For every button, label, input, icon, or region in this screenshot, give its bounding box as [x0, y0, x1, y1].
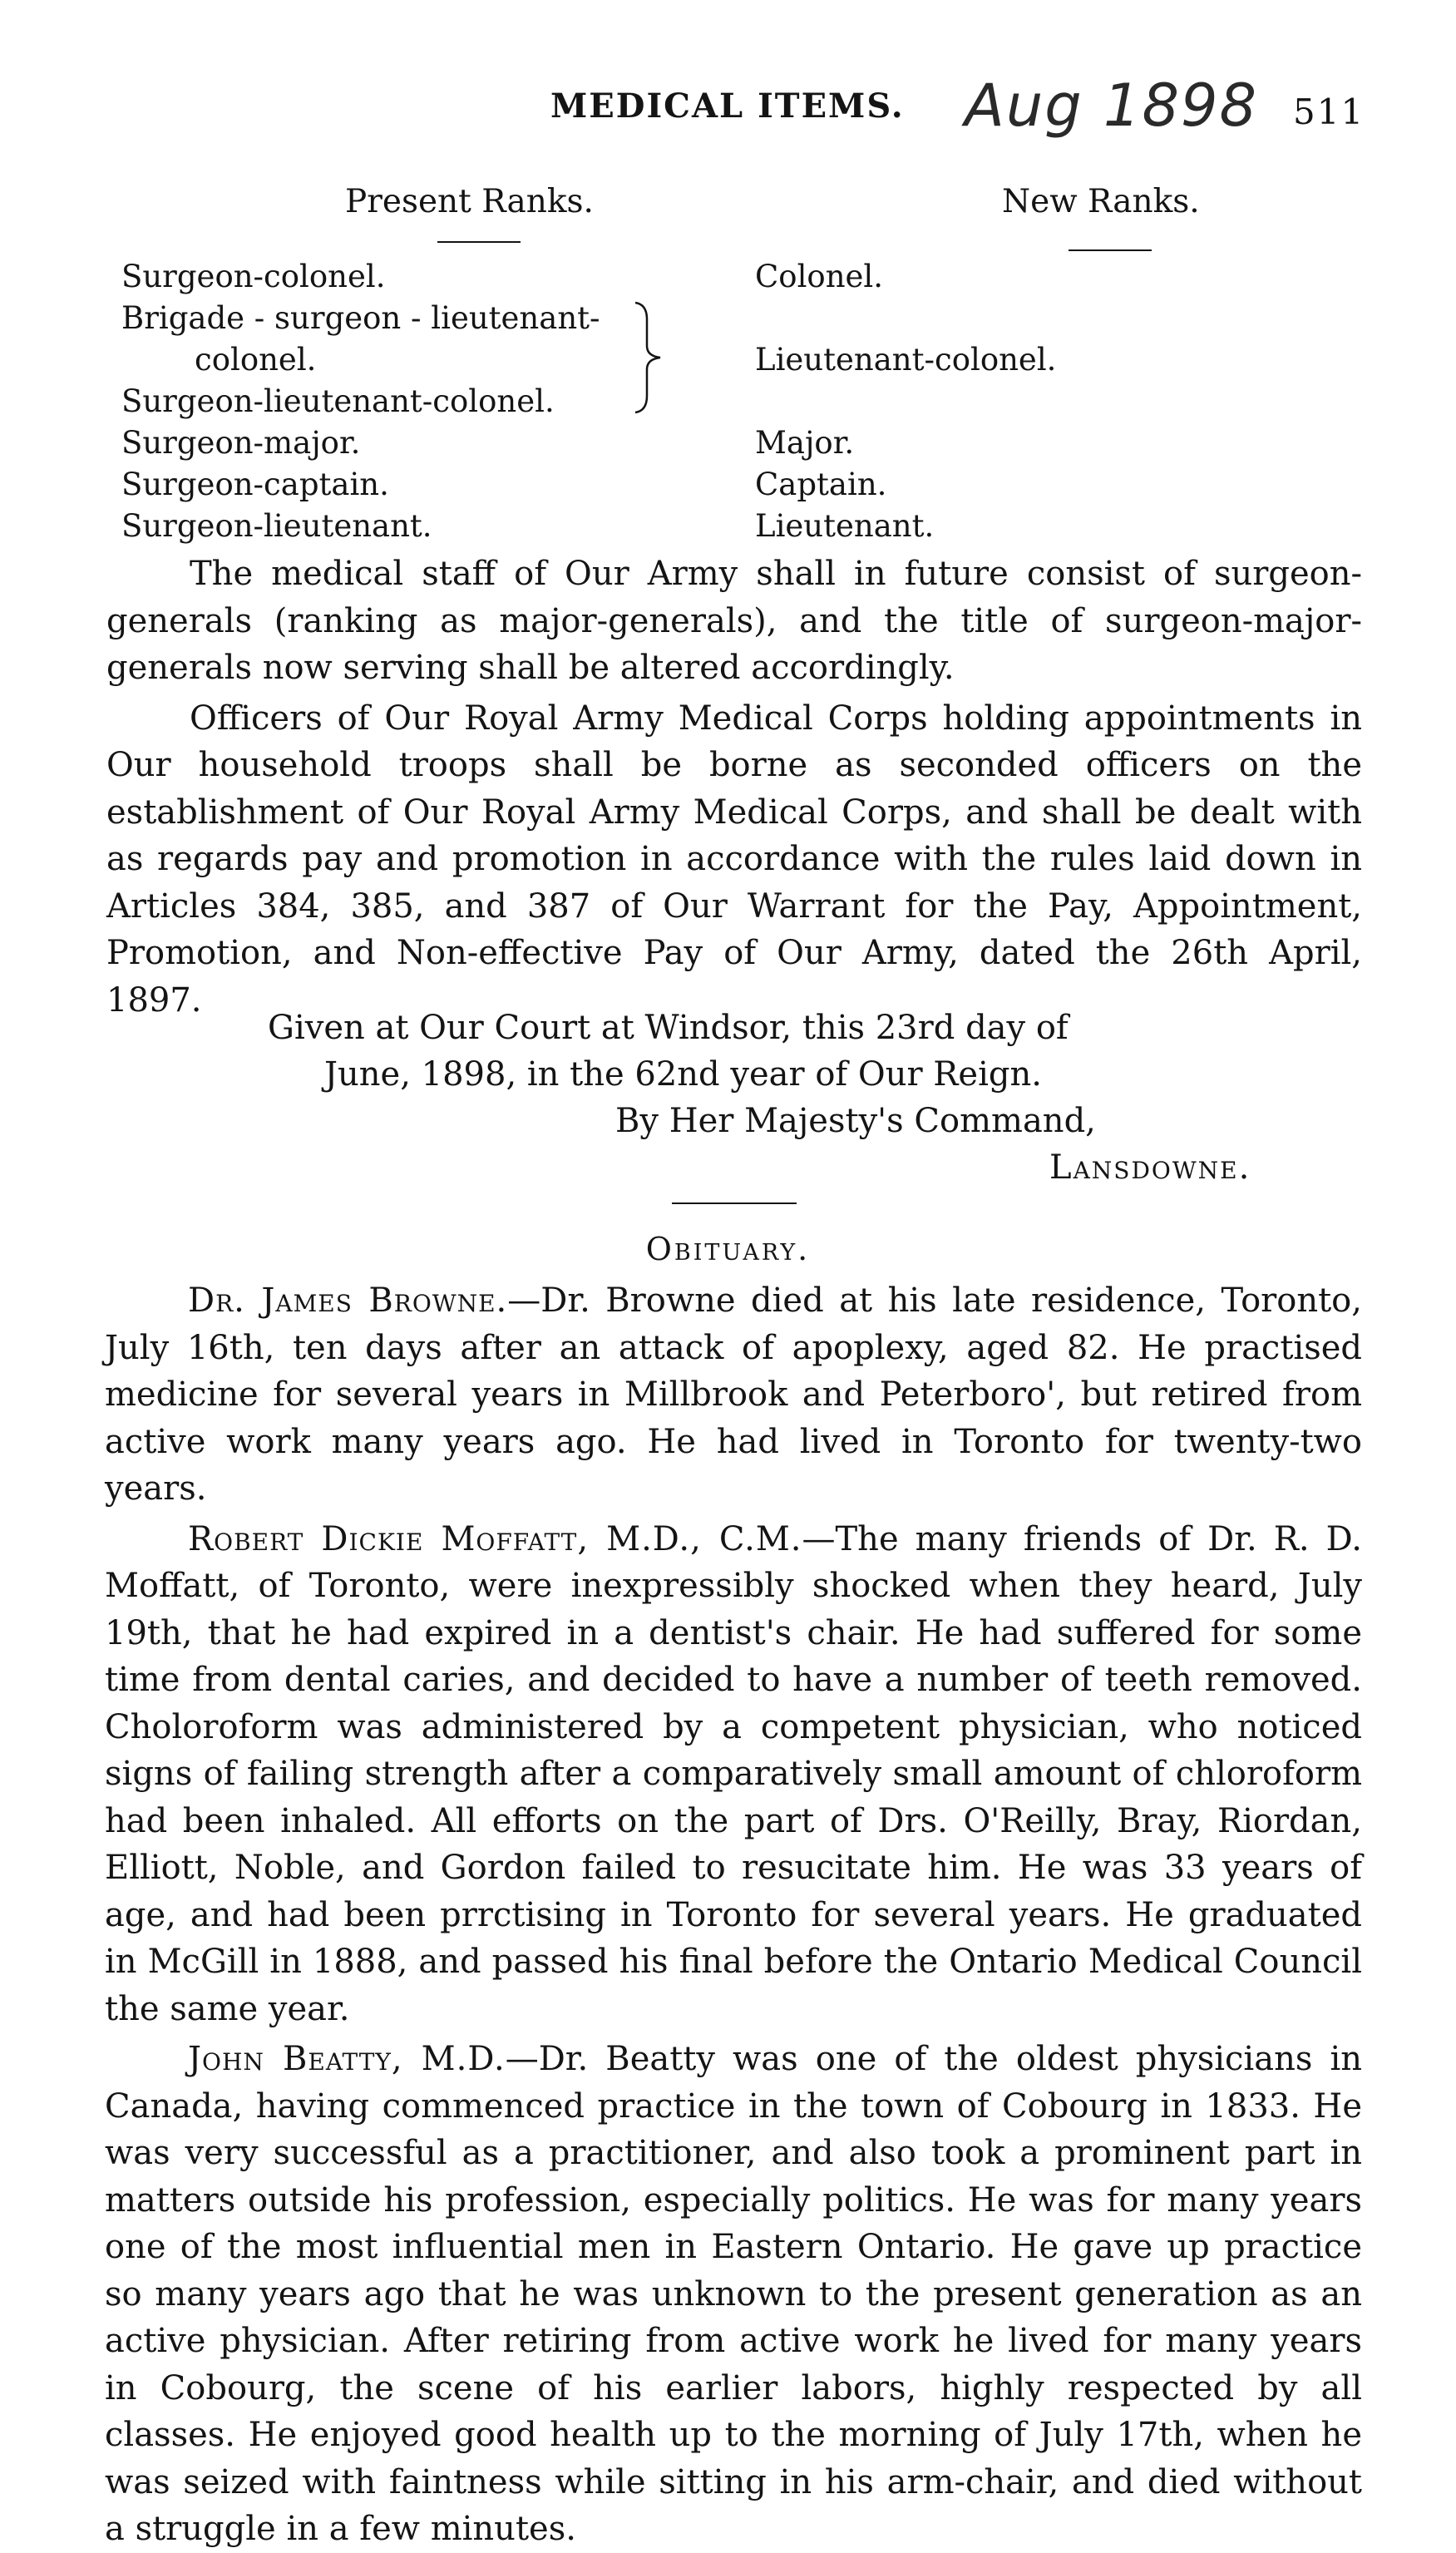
- obituary-entry: [105, 2036, 1362, 2553]
- warrant-paragraph: Officers of Our Royal Army Medical Corps holding appointments in Our household troops shall be borne as seconded officers on the establishment of Our Royal Army Medical Corps, and shall be dealt with as regards pay and promotion in accordance with the rules laid down in Articles 384, 385, and 387 of Our Warrant for the Pay, Appointment, Promotion, and Non-effective Pay of Our Army, dated the 26th April, 1897.: [106, 699, 1362, 1020]
- running-title: MEDICAL ITEMS.: [550, 86, 905, 126]
- present-ranks-heading: Present Ranks.: [345, 183, 594, 220]
- present-rank: Surgeon-captain.: [121, 467, 389, 502]
- obituary-entry: [105, 1516, 1362, 2033]
- new-rank: Captain.: [755, 467, 887, 502]
- present-rank: colonel.: [195, 342, 317, 378]
- rank-row: [121, 298, 1369, 339]
- rank-row: [121, 506, 1369, 547]
- page-number: 511: [1293, 91, 1365, 132]
- rank-row: [121, 256, 1369, 298]
- obituary-heading: Obituary.: [645, 1231, 811, 1267]
- obituary-body: —The many friends of Dr. R. D. Moffatt, of Toronto, were inexpressibly shocked when they heard, July 19th, that he had expired in a dentist's chair. He had suffered for some time from dental caries, and decided to have a number of teeth removed. Choloroform was administered by a competent physician, who noticed signs of failing strength after a comparatively small amount of chloroform had been inhaled. All efforts on the part of Drs. O'Reilly, Bray, Riordan, Elliott, Noble, and Gordon failed to resucitate him. He was 33 years of age, and had been prrctising in Toronto for several years. He graduated in McGill in 1888, and passed his final before the Ontario Medical Council the same year.: [105, 1519, 1362, 2028]
- present-rank: Surgeon-major.: [121, 425, 361, 461]
- obituary-entry: [105, 1277, 1362, 1513]
- warrant-text: [106, 551, 1362, 1024]
- rank-row: [121, 464, 1369, 506]
- rank-row: [121, 422, 1369, 464]
- page-header: [0, 72, 1456, 151]
- present-rank: Surgeon-lieutenant.: [121, 508, 432, 544]
- warrant-paragraph: The medical staff of Our Army shall in future consist of surgeon-generals (ranking as major-generals), and the title of surgeon-major-generals now serving shall be altered accordingly.: [106, 555, 1362, 687]
- deceased-name: Dr. James Browne.: [188, 1281, 508, 1320]
- present-rank: Brigade - surgeon - lieutenant-: [121, 300, 600, 336]
- deceased-name: John Beatty, M.D.: [188, 2040, 506, 2078]
- present-rank: Surgeon-lieutenant-colonel.: [121, 383, 555, 419]
- obituary-body: —Dr. Beatty was one of the oldest physicians in Canada, having commenced practice in the town of Cobourg in 1833. He was very successful as a practitioner, and also took a prominent part in matters outside his profession, especially politics. He was for many years one of the most influential men in Eastern Ontario. He gave up practice so many years ago that he was unknown to the present generation as an active physician. After retiring from active work he lived for many years in Cobourg, the scene of his earlier labors, highly respected by all classes. He enjoyed good health up to the morning of July 17th, when he was seized with faintness while sitting in his arm-chair, and died without a struggle in a few minutes.: [105, 2040, 1362, 2548]
- obituary-text: [105, 1277, 1362, 2553]
- command-line: By Her Majesty's Command,: [615, 1102, 1096, 1140]
- given-at-line: Given at Our Court at Windsor, this 23rd day of: [268, 1009, 1069, 1047]
- deceased-name: Robert Dickie Moffatt, M.D., C.M.: [188, 1519, 802, 1558]
- grouping-brace: [632, 299, 665, 416]
- new-rank: Lieutenant.: [755, 508, 935, 544]
- given-date-line: June, 1898, in the 62nd year of Our Reign.: [324, 1055, 1042, 1094]
- present-rank: Surgeon-colonel.: [121, 259, 386, 294]
- new-rank: Lieutenant-colonel.: [755, 342, 1057, 378]
- new-rank: Colonel.: [755, 259, 884, 294]
- present-heading-rule: [437, 241, 521, 243]
- obituary-body: —Dr. Browne died at his late residence, Toronto, July 16th, ten days after an attack of apoplexy, aged 82. He practised medicine for several years in Millbrook and Peterboro', but retired from active work many years ago. He had lived in Toronto for twenty-two years.: [105, 1281, 1362, 1508]
- new-rank: Major.: [755, 425, 855, 461]
- rank-row: [121, 381, 1369, 422]
- section-divider: [672, 1202, 797, 1204]
- handwritten-date-note: Aug 1898: [965, 72, 1259, 140]
- new-heading-rule: [1069, 249, 1152, 251]
- signature: Lansdowne.: [1049, 1148, 1251, 1187]
- new-ranks-heading: New Ranks.: [1002, 183, 1200, 220]
- ranks-table: [121, 256, 1369, 547]
- rank-row: [121, 339, 1369, 381]
